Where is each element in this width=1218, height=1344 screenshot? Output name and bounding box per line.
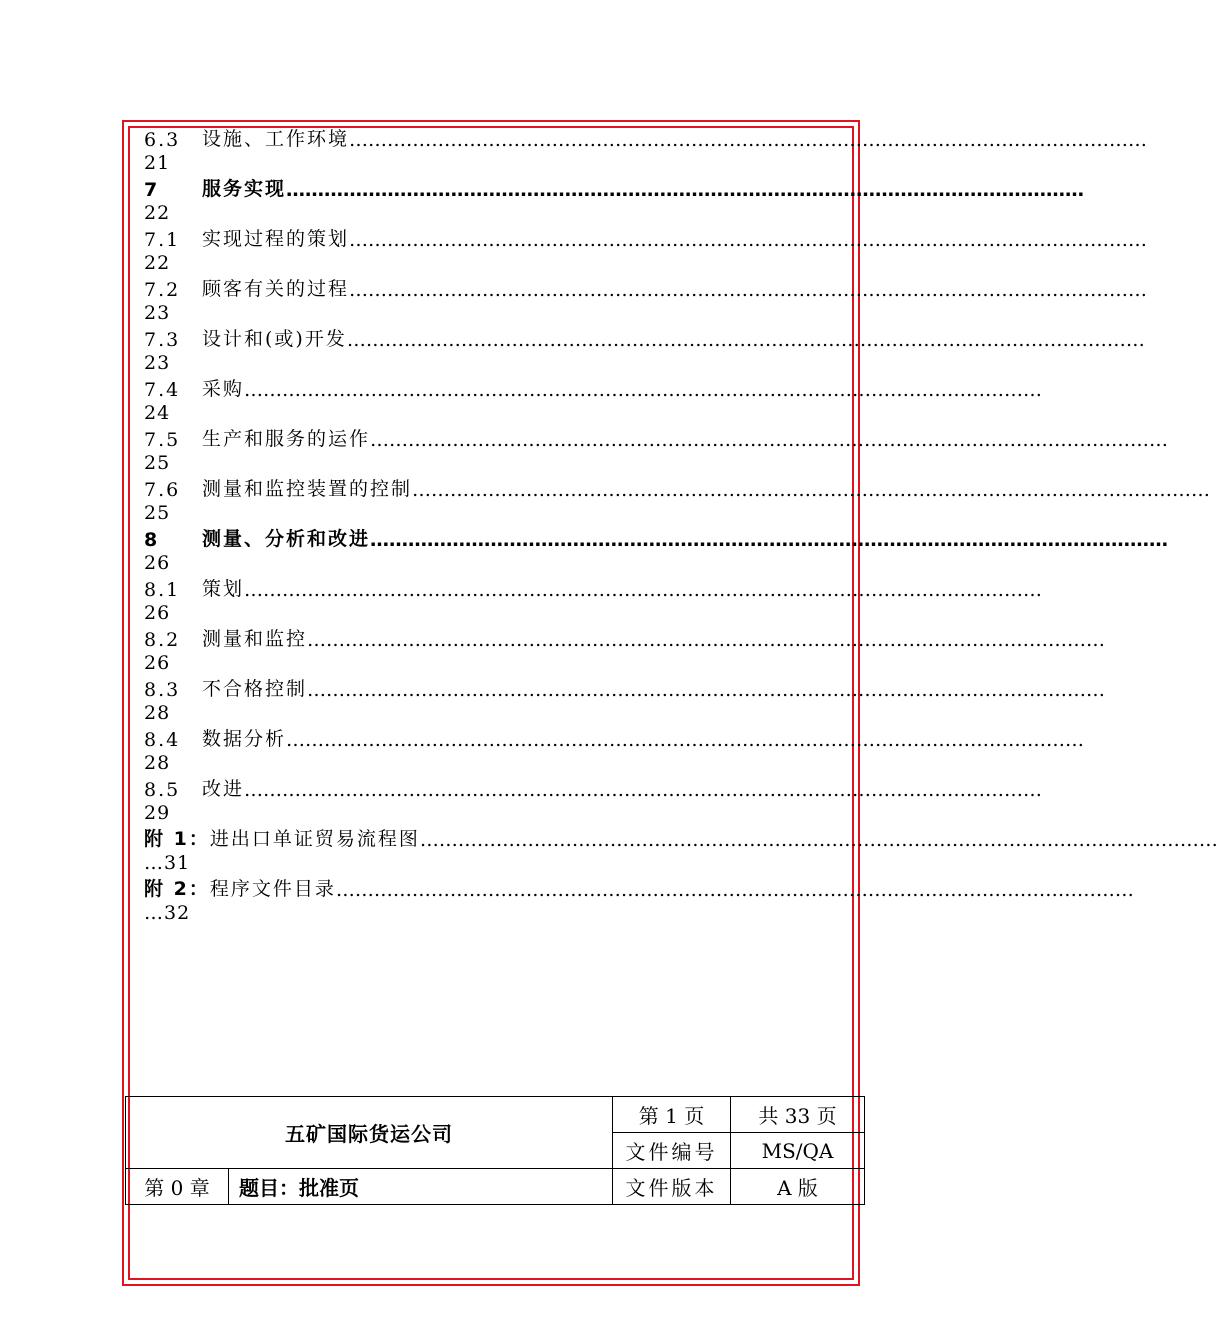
doc-number: MS/QA: [731, 1133, 865, 1169]
table-of-contents: [144, 126, 1218, 926]
toc-entry-page: 28: [144, 752, 171, 774]
toc-entry-title: 测量和监控: [202, 628, 308, 650]
toc-entry-number: 8.4: [144, 729, 181, 751]
toc-entry-title: 测量和监控装置的控制: [202, 478, 413, 500]
company-name: 五矿国际货运公司: [126, 1097, 613, 1169]
chapter-label: 第 0 章: [126, 1169, 229, 1205]
toc-entry-number: 7.5: [144, 429, 181, 451]
toc-entry-page: 23: [144, 352, 171, 374]
toc-leader-dots: ………………………………………………………………………………………………………………: [370, 429, 1169, 451]
toc-entry[interactable]: [144, 676, 1106, 726]
toc-entry-page: 22: [144, 252, 171, 274]
toc-entry-page: 21: [144, 152, 171, 174]
toc-entry-page: 25: [144, 452, 171, 474]
toc-leader-dots: ………………………………………………………………………………………………………………: [412, 479, 1211, 501]
toc-leader-dots: ………………………………………………………………………………………………………………: [346, 329, 1145, 351]
toc-entry-title: 改进: [202, 778, 245, 800]
toc-leader-dots: ………………………………………………………………………………………………………………: [244, 779, 1043, 801]
doc-version: A 版: [731, 1169, 865, 1205]
toc-entry-number: 7.1: [144, 229, 181, 251]
toc-entry-number: 6.3: [144, 129, 181, 151]
toc-leader-dots: ………………………………………………………………………………………………………………: [349, 229, 1148, 251]
toc-entry-page: 23: [144, 302, 171, 324]
toc-entry-title: 数据分析: [202, 728, 287, 750]
toc-entry-page: 26: [144, 552, 171, 574]
appendix-label: 附 1：: [144, 828, 210, 850]
toc-entry-number: 8.2: [144, 629, 181, 651]
toc-entry-title: 生产和服务的运作: [202, 428, 371, 450]
toc-leader-dots: ………………………………………………………………………………………………………………: [286, 729, 1085, 751]
toc-entry-number: 7.4: [144, 379, 181, 401]
page-number: 第 1 页: [613, 1097, 731, 1133]
doc-number-label: 文件编号: [613, 1133, 731, 1169]
toc-entry[interactable]: [144, 326, 1145, 376]
toc-entry[interactable]: [144, 126, 1148, 176]
toc-leader-dots: ………………………………………………………………………………………………………………: [307, 629, 1106, 651]
toc-leader-dots: ………………………………………………………………………………………………………………: [244, 379, 1043, 401]
toc-entry-title: 设施、工作环境: [202, 128, 350, 150]
toc-leader-dots: ………………………………………………………………………………………………………………: [244, 579, 1043, 601]
toc-entry-page: 26: [144, 652, 171, 674]
toc-entry-title: 不合格控制: [202, 678, 308, 700]
toc-entry[interactable]: [144, 776, 1043, 826]
toc-entry-number: 8.5: [144, 779, 181, 801]
document-control-table: [125, 1096, 865, 1205]
toc-entry-number: 7.2: [144, 279, 181, 301]
toc-appendix-2[interactable]: [144, 876, 1134, 926]
doc-version-label: 文件版本: [613, 1169, 731, 1205]
toc-entry-number: 7: [144, 179, 160, 201]
total-pages: 共 33 页: [731, 1097, 865, 1133]
toc-leader-dots: ………………………………………………………………………………………………………………: [286, 179, 1085, 201]
toc-entry[interactable]: [144, 476, 1211, 526]
toc-entry-page: 25: [144, 502, 171, 524]
appendix-label: 附 2：: [144, 878, 210, 900]
toc-entry-page: 29: [144, 802, 171, 824]
toc-entry-title: 顾客有关的过程: [202, 278, 350, 300]
toc-entry-number: 8.1: [144, 579, 181, 601]
toc-entry-page: 22: [144, 202, 171, 224]
toc-entry-page: 28: [144, 702, 171, 724]
toc-leader-dots: ………………………………………………………………………………………………………………: [335, 879, 1134, 901]
toc-leader-dots: ………………………………………………………………………………………………………………: [349, 129, 1148, 151]
toc-entry[interactable]: [144, 226, 1148, 276]
appendix-title: 进出口单证贸易流程图: [209, 828, 420, 850]
toc-leader-dots: ………………………………………………………………………………………………………………: [307, 679, 1106, 701]
toc-entry[interactable]: [144, 576, 1043, 626]
toc-entry[interactable]: [144, 626, 1106, 676]
toc-entry-title: 设计和(或)开发: [202, 328, 347, 350]
appendix-page: …31: [144, 852, 191, 874]
toc-entry-title: 服务实现: [202, 178, 287, 200]
toc-entry[interactable]: [144, 526, 1169, 576]
toc-entry-title: 采购: [202, 378, 245, 400]
toc-leader-dots: ………………………………………………………………………………………………………………: [419, 829, 1218, 851]
toc-entry[interactable]: [144, 376, 1043, 426]
toc-entry[interactable]: [144, 426, 1169, 476]
appendix-title: 程序文件目录: [209, 878, 336, 900]
appendix-page: …32: [144, 902, 191, 924]
toc-entry[interactable]: [144, 276, 1148, 326]
toc-entry-page: 24: [144, 402, 171, 424]
toc-leader-dots: ………………………………………………………………………………………………………………: [370, 529, 1169, 551]
toc-entry-number: 7.6: [144, 479, 181, 501]
toc-entry-page: 26: [144, 602, 171, 624]
toc-entry[interactable]: [144, 176, 1085, 226]
toc-entry-number: 8.3: [144, 679, 181, 701]
toc-entry-number: 7.3: [144, 329, 181, 351]
toc-entry[interactable]: [144, 726, 1085, 776]
toc-leader-dots: ………………………………………………………………………………………………………………: [349, 279, 1148, 301]
subject-title: 题目：批准页: [229, 1169, 613, 1205]
toc-entry-title: 实现过程的策划: [202, 228, 350, 250]
toc-entry-number: 8: [144, 529, 160, 551]
toc-appendix-1[interactable]: [144, 826, 1218, 876]
toc-entry-title: 测量、分析和改进: [202, 528, 371, 550]
toc-entry-title: 策划: [202, 578, 245, 600]
